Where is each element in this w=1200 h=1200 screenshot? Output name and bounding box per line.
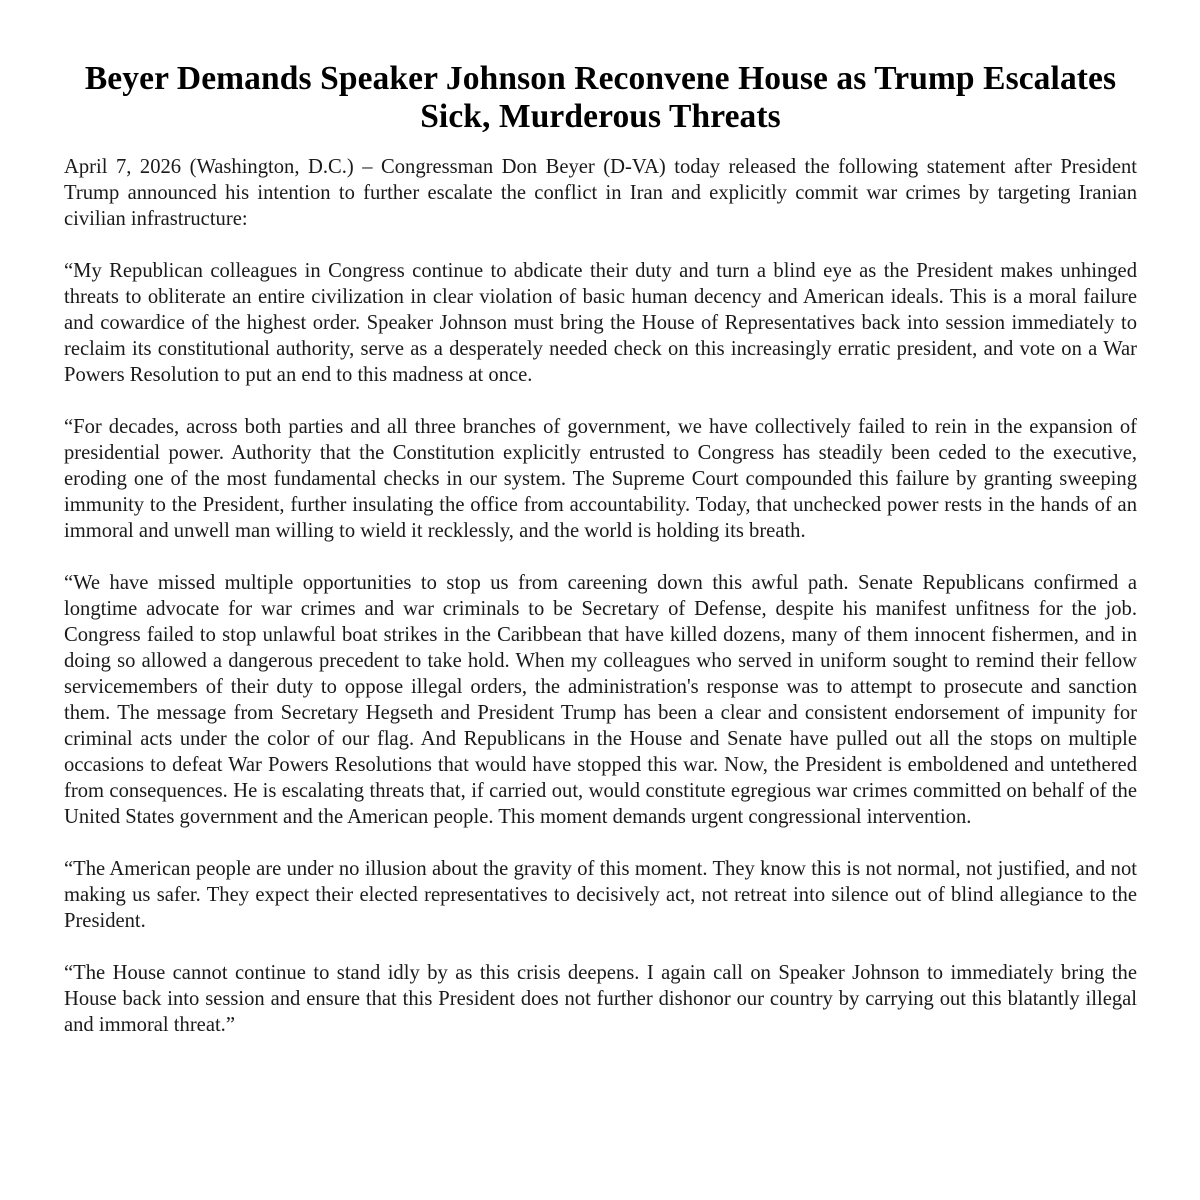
statement-paragraph-3: “We have missed multiple opportunities to stop us from careening down this awful path. Senate Republicans confirmed a longtime advocate for war crimes and war criminals to be Secretary of Defense, despite his manifest unfitness for the job. Congress failed to stop unlawful boat strikes in the Caribbean that have killed dozens, many of them innocent fishermen, and in doing so allowed a dangerous precedent to take hold. When my colleagues who served in uniform sought to remind their fellow servicemembers of their duty to oppose illegal orders, the administration's response was to attempt to prosecute and sanction them. The message from Secretary Hegseth and President Trump has been a clear and consistent endorsement of impunity for criminal acts under the color of our flag. And Republicans in the House and Senate have pulled out all the stops on multiple occasions to defeat War Powers Resolutions that would have stopped this war. Now, the President is emboldened and untethered from consequences. He is escalating threats that, if carried out, would constitute egregious war crimes committed on behalf of the United States government and the American people. This moment demands urgent congressional intervention. bbox=[64, 572, 1137, 828]
statement-paragraph-4: “The American people are under no illusion about the gravity of this moment. They know this is not normal, not justified, and not making us safer. They expect their elected representatives to decisively act, not retreat into silence out of blind allegiance to the President. bbox=[64, 858, 1137, 932]
press-release bbox=[64, 60, 1137, 1064]
headline: Beyer Demands Speaker Johnson Reconvene House as Trump Escalates Sick, Murderous Threats bbox=[84, 60, 1117, 135]
statement-paragraph-2: “For decades, across both parties and all three branches of government, we have collectively failed to rein in the expansion of presidential power. Authority that the Constitution explicitly entrusted to Congress has steadily been ceded to the executive, eroding one of the most fundamental checks in our system. The Supreme Court compounded this failure by granting sweeping immunity to the President, further insulating the office from accountability. Today, that unchecked power rests in the hands of an immoral and unwell man willing to wield it recklessly, and the world is holding its breath. bbox=[64, 416, 1137, 542]
statement-paragraph-5: “The House cannot continue to stand idly by as this crisis deepens. I again call on Speaker Johnson to immediately bring the House back into session and ensure that this President does not further dishonor our country by carrying out this blatantly illegal and immoral threat.” bbox=[64, 962, 1137, 1036]
statement-paragraph-1: “My Republican colleagues in Congress continue to abdicate their duty and turn a blind eye as the President makes unhinged threats to obliterate an entire civilization in clear violation of basic human decency and American ideals. This is a moral failure and cowardice of the highest order. Speaker Johnson must bring the House of Representatives back into session immediately to reclaim its constitutional authority, serve as a desperately needed check on this increasingly erratic president, and vote on a War Powers Resolution to put an end to this madness at once. bbox=[64, 260, 1137, 386]
dateline-paragraph: April 7, 2026 (Washington, D.C.) – Congressman Don Beyer (D-VA) today released the following statement after President Trump announced his intention to further escalate the conflict in Iran and explicitly commit war crimes by targeting Iranian civilian infrastructure: bbox=[64, 156, 1137, 230]
